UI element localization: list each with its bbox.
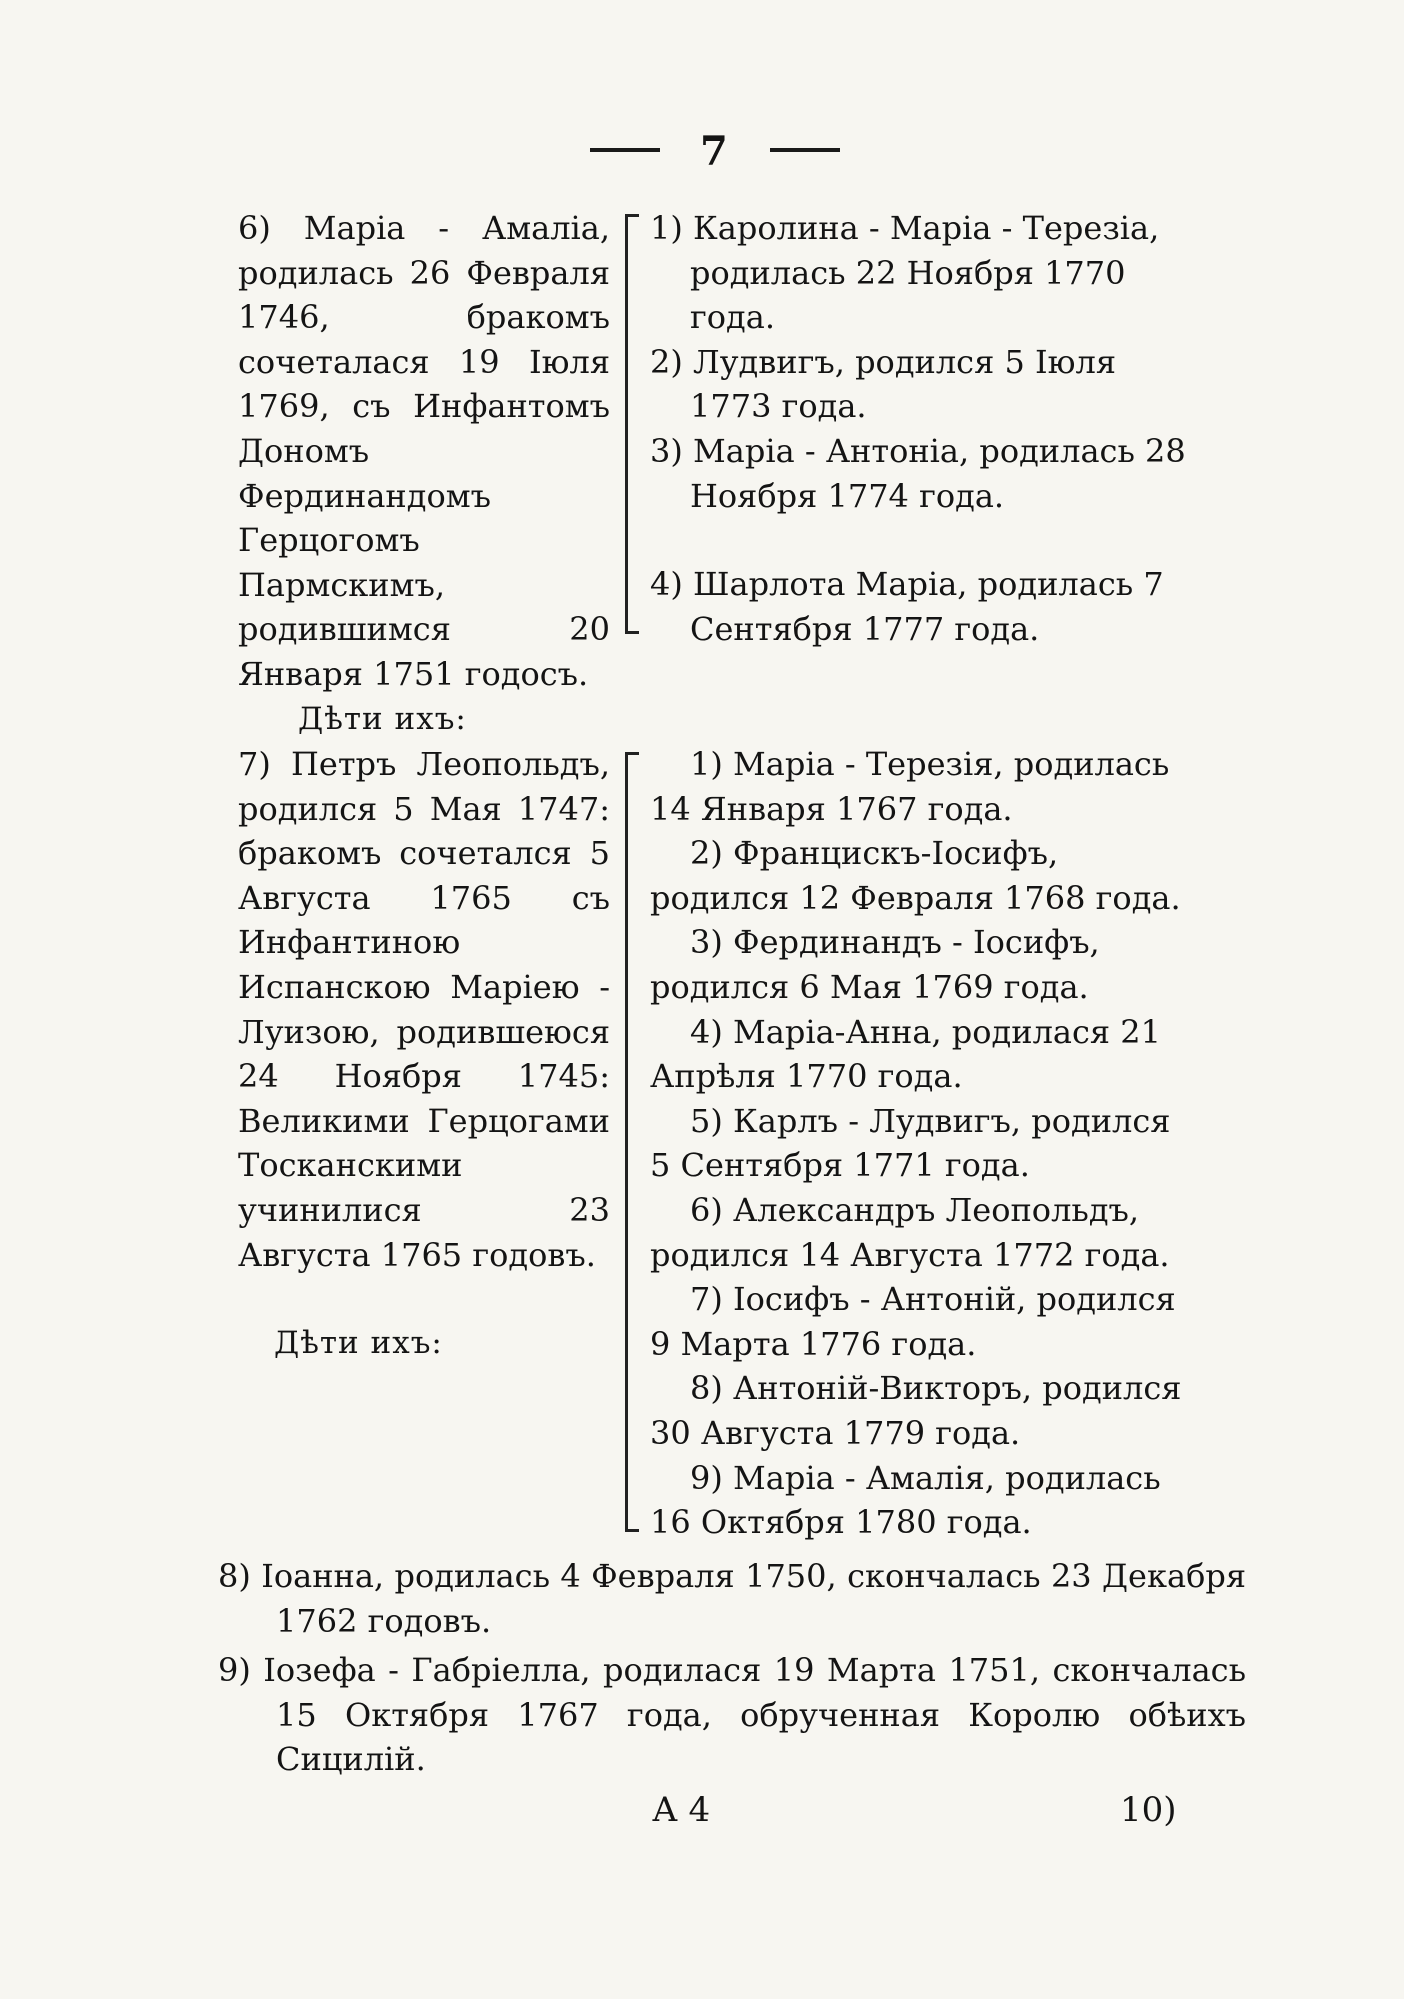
list-item: 4) Шарлота Марiа, родилась 7 Сентября 1777 года. xyxy=(650,565,1164,648)
section-6-left xyxy=(238,206,610,741)
section-7-text: 7) Петръ Леопольдъ, родился 5 Мая 1747: бракомъ сочетался 5 Августа 1765 съ Инфантиною Испанскою Марiею - Луизою, родившеюся 24 Ноября 1745: Великими Герцогами Тосканскими учинилися 23 Августа 1765 годовъ. xyxy=(238,745,610,1274)
page-header xyxy=(590,128,850,178)
section-9: 9) Iозефа - Габрiелла, родилася 19 Марта 1751, скончалась 15 Октября 1767 года, обрученная Королю обѣихъ Сицилiй. xyxy=(218,1651,1246,1779)
list-item: 1) Марiа - Терезiя, родилась 14 Января 1767 года. xyxy=(650,745,1170,828)
section-7-children-label: Дѣти ихъ: xyxy=(274,1325,443,1362)
list-item: 7) Iосифъ - Антонiй, родился 9 Марта 1776 года. xyxy=(650,1280,1176,1363)
catchword: 10) xyxy=(1120,1790,1177,1830)
list-item: 6) Александръ Леопольдъ, родился 14 Августа 1772 года. xyxy=(650,1190,1170,1274)
header-dash-left xyxy=(590,148,660,152)
list-item: 2) Лудвигъ, родился 5 Iюля 1773 года. xyxy=(650,342,1116,426)
section-6-children xyxy=(650,206,1192,651)
list-item: 1) Каролина - Марiа - Терезiа, родилась 22 Ноября 1770 года. xyxy=(650,209,1160,337)
section-7-brace xyxy=(625,752,642,1532)
section-6-text: 6) Марiа - Амалiа, родилась 26 Февраля 1746, бракомъ сочеталася 19 Iюля 1769, съ Инфантомъ Дономъ Фердинандомъ Герцогомъ Пармскимъ, родившимся 20 Января 1751 годосъ. xyxy=(238,209,610,693)
section-8: 8) Iоанна, родилась 4 Февраля 1750, скончалась 23 Декабря 1762 годовъ. xyxy=(218,1557,1246,1640)
list-item: 8) Антонiй-Викторъ, родился 30 Августа 1779 года. xyxy=(650,1369,1182,1452)
list-item: 9) Марiа - Амалiя, родилась 16 Октября 1780 года. xyxy=(650,1458,1161,1542)
section-6-children-label: Дѣти ихъ: xyxy=(298,700,467,737)
signature-mark: А 4 xyxy=(652,1790,711,1830)
header-dash-right xyxy=(770,148,840,152)
list-item: 3) Фердинандъ - Iосифъ, родился 6 Мая 1769 года. xyxy=(650,923,1100,1006)
list-item: 2) Францискъ-Iосифъ, родился 12 Февраля 1768 года. xyxy=(650,834,1181,917)
list-item: 4) Марiа-Анна, родилася 21 Апрѣля 1770 года. xyxy=(650,1012,1161,1096)
list-item: 5) Карлъ - Лудвигъ, родился 5 Сентября 1771 года. xyxy=(650,1101,1171,1185)
section-7-children xyxy=(650,742,1192,1545)
list-item: 3) Марiа - Антонiа, родилась 28 Ноября 1774 года. xyxy=(650,431,1186,515)
section-6-brace xyxy=(625,214,642,634)
page-number: 7 xyxy=(700,128,728,175)
section-7-left xyxy=(238,742,610,1366)
